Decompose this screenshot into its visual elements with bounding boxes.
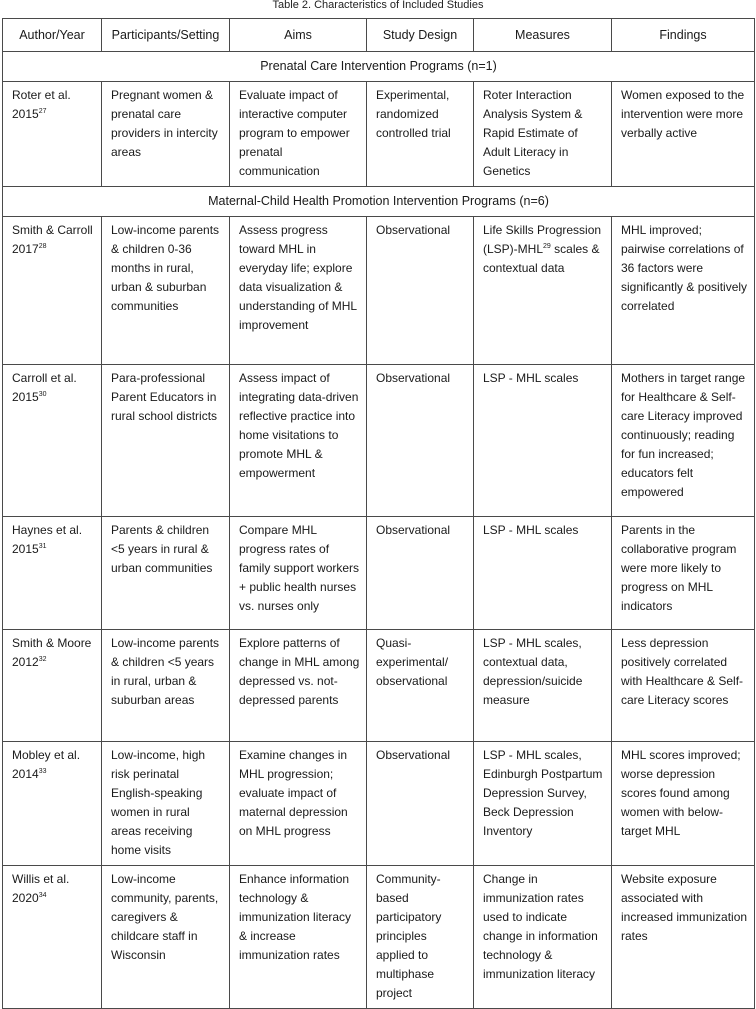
- cell-study-design: Observational: [367, 217, 474, 365]
- cell-study-design: Observational: [367, 742, 474, 866]
- cell-author-year: [3, 82, 102, 187]
- cell-findings: Website exposure associated with increased immunization rates: [612, 866, 755, 1009]
- header-findings: Findings: [612, 19, 755, 52]
- measures-text: LSP - MHL scales, Edinburgh Postpartum Depression Survey, Beck Depression Inventory: [483, 748, 603, 838]
- cell-participants: Low-income parents & children <5 years in rural, urban & suburban areas: [102, 630, 230, 742]
- cell-study-design: Experimental, randomized controlled trial: [367, 82, 474, 187]
- cell-participants: Para-professional Parent Educators in rural school districts: [102, 365, 230, 517]
- citation-ref: 30: [38, 391, 47, 398]
- citation-ref: 33: [38, 768, 47, 775]
- table-row: [3, 517, 755, 630]
- cell-aims: Examine changes in MHL progression; evaluate impact of maternal depression on MHL progress: [230, 742, 367, 866]
- cell-measures: [474, 517, 612, 630]
- cell-author-year: [3, 630, 102, 742]
- cell-study-design: Observational: [367, 365, 474, 517]
- cell-findings: Women exposed to the intervention were more verbally active: [612, 82, 755, 187]
- citation-ref: 28: [38, 243, 47, 250]
- cell-measures: [474, 866, 612, 1009]
- table-row: [3, 365, 755, 517]
- citation-ref: 27: [38, 108, 47, 115]
- citation-ref: 31: [38, 543, 47, 550]
- cell-aims: Compare MHL progress rates of family support workers + public health nurses vs. nurses only: [230, 517, 367, 630]
- table-row: [3, 630, 755, 742]
- table-row: [3, 82, 755, 187]
- measures-text: LSP - MHL scales, contextual data, depression/suicide measure: [483, 636, 583, 707]
- section-title: Prenatal Care Intervention Programs (n=1): [3, 52, 755, 82]
- cell-participants: Pregnant women & prenatal care providers in intercity areas: [102, 82, 230, 187]
- cell-findings: MHL improved; pairwise correlations of 36 factors were significantly & positively correlated: [612, 217, 755, 365]
- cell-measures: [474, 217, 612, 365]
- table-row: [3, 866, 755, 1009]
- cell-study-design: Quasi-experimental/ observational: [367, 630, 474, 742]
- measures-text: Life Skills Progression (LSP)-MHL: [483, 223, 602, 256]
- measures-text: Change in immunization rates used to indicate change in information technology & immunization literacy: [483, 872, 598, 981]
- cell-author-year: [3, 517, 102, 630]
- measures-ref: 29: [543, 243, 551, 250]
- author-text: Mobley et al. 2014: [12, 748, 81, 781]
- measures-text-rest: scales & contextual data: [483, 242, 600, 275]
- cell-measures: [474, 82, 612, 187]
- measures-text: LSP - MHL scales: [483, 371, 579, 385]
- author-text: Smith & Moore 2012: [12, 636, 92, 669]
- cell-study-design: Community-based participatory principles applied to multiphase project: [367, 866, 474, 1009]
- characteristics-table: [2, 18, 755, 1009]
- measures-text: Roter Interaction Analysis System & Rapid Estimate of Adult Literacy in Genetics: [483, 88, 583, 178]
- cell-participants: Low-income community, parents, caregivers & childcare staff in Wisconsin: [102, 866, 230, 1009]
- cell-participants: Parents & children <5 years in rural & urban communities: [102, 517, 230, 630]
- author-text: Carroll et al. 2015: [12, 371, 77, 404]
- cell-measures: [474, 630, 612, 742]
- cell-aims: Explore patterns of change in MHL among depressed vs. not-depressed parents: [230, 630, 367, 742]
- cell-findings: Mothers in target range for Healthcare & Self-care Literacy improved continuously; reading for fun increased; educators felt empowered: [612, 365, 755, 517]
- cell-aims: Enhance information technology & immunization literacy & increase immunization rates: [230, 866, 367, 1009]
- header-author-year: Author/Year: [3, 19, 102, 52]
- cell-author-year: [3, 742, 102, 866]
- header-measures: Measures: [474, 19, 612, 52]
- cell-participants: Low-income parents & children 0-36 months in rural, urban & suburban communities: [102, 217, 230, 365]
- header-aims: Aims: [230, 19, 367, 52]
- table-row: [3, 217, 755, 365]
- author-text: Roter et al. 2015: [12, 88, 71, 121]
- cell-aims: Evaluate impact of interactive computer program to empower prenatal communication: [230, 82, 367, 187]
- measures-text: LSP - MHL scales: [483, 523, 579, 537]
- header-study-design: Study Design: [367, 19, 474, 52]
- author-text: Haynes et al. 2015: [12, 523, 83, 556]
- header-row: [3, 19, 755, 52]
- table-row: [3, 742, 755, 866]
- cell-findings: MHL scores improved; worse depression scores found among women with below-target MHL: [612, 742, 755, 866]
- author-text: Willis et al. 2020: [12, 872, 70, 905]
- cell-aims: Assess impact of integrating data-driven reflective practice into home visitations to promote MHL & empowerment: [230, 365, 367, 517]
- header-participants-setting: Participants/Setting: [102, 19, 230, 52]
- citation-ref: 32: [38, 656, 47, 663]
- cell-findings: Parents in the collaborative program were more likely to progress on MHL indicators: [612, 517, 755, 630]
- cell-measures: [474, 365, 612, 517]
- section-row: [3, 52, 755, 82]
- section-title: Maternal-Child Health Promotion Intervention Programs (n=6): [3, 187, 755, 217]
- author-text: Smith & Carroll 2017: [12, 223, 93, 256]
- cell-study-design: Observational: [367, 517, 474, 630]
- cell-author-year: [3, 217, 102, 365]
- cell-aims: Assess progress toward MHL in everyday life; explore data visualization & understanding of MHL improvement: [230, 217, 367, 365]
- cell-measures: [474, 742, 612, 866]
- citation-ref: 34: [38, 892, 47, 899]
- cell-author-year: [3, 365, 102, 517]
- cell-findings: Less depression positively correlated with Healthcare & Self-care Literacy scores: [612, 630, 755, 742]
- cell-author-year: [3, 866, 102, 1009]
- table-caption: Table 2. Characteristics of Included Studies: [272, 0, 484, 11]
- cell-participants: Low-income, high risk perinatal English-speaking women in rural areas receiving home visits: [102, 742, 230, 866]
- section-row: [3, 187, 755, 217]
